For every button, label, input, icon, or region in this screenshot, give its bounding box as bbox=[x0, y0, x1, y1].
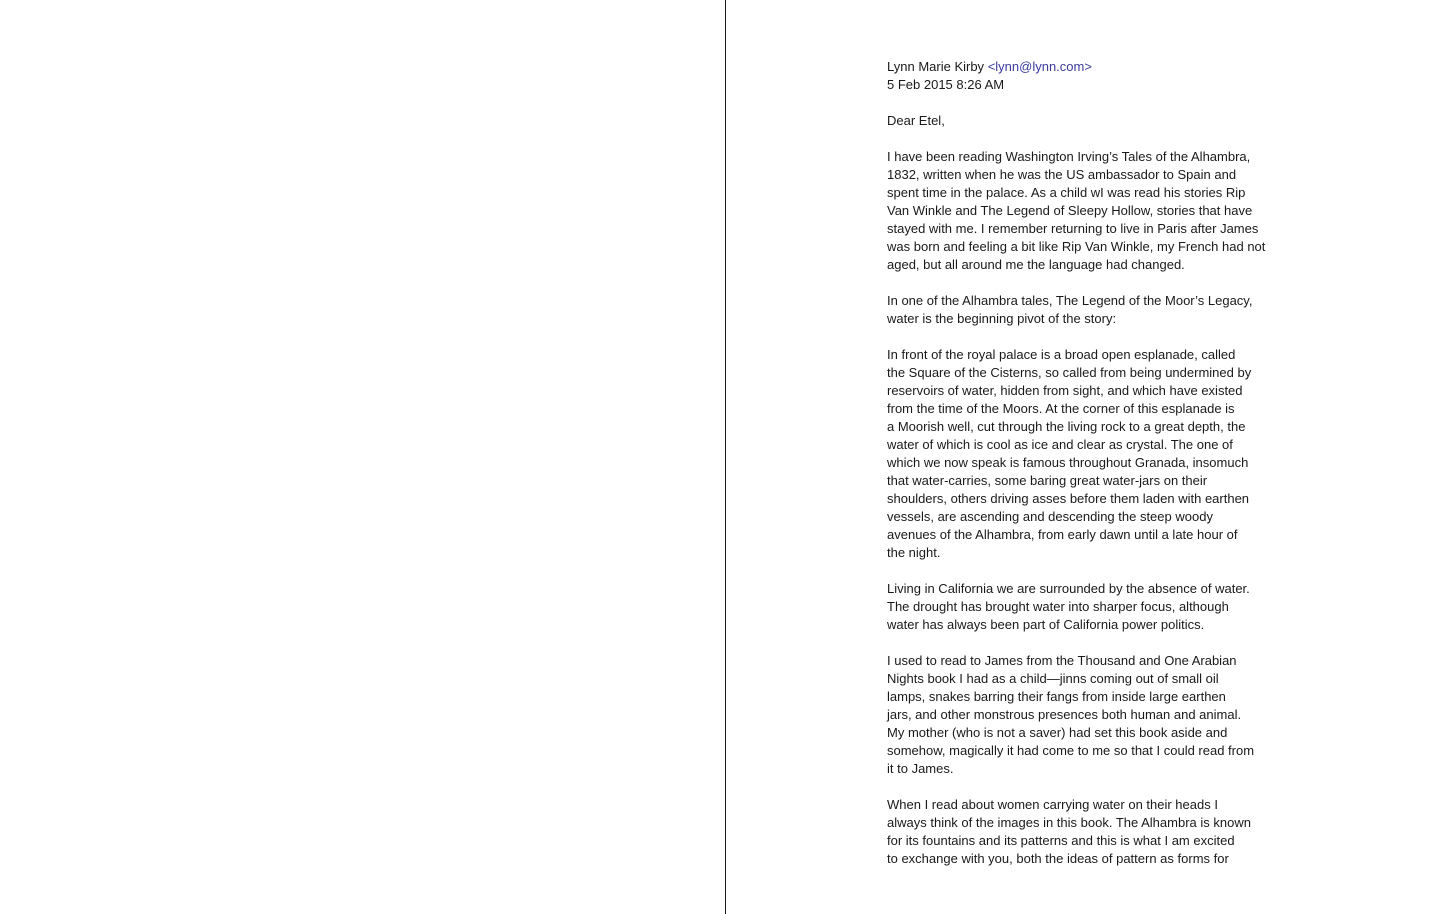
sender-email: <lynn@lynn.com> bbox=[987, 59, 1092, 74]
paragraph-line: always think of the images in this book. The Alhambra is known bbox=[887, 815, 1251, 830]
paragraph-line: a Moorish well, cut through the living rock to a great depth, the bbox=[887, 419, 1246, 434]
body-paragraph bbox=[887, 148, 1297, 274]
paragraph-line: water is the beginning pivot of the story: bbox=[887, 311, 1117, 326]
paragraph-line: jars, and other monstrous presences both human and animal. bbox=[887, 707, 1242, 722]
right-page bbox=[726, 0, 1451, 914]
body-paragraph bbox=[887, 346, 1297, 562]
paragraph-line: In front of the royal palace is a broad open esplanade, called bbox=[887, 347, 1236, 362]
sender-name: Lynn Marie Kirby bbox=[887, 59, 985, 74]
paragraph-line: spent time in the palace. As a child wI was read his stories Rip bbox=[887, 185, 1246, 200]
paragraph-line: The drought has brought water into sharper focus, although bbox=[887, 599, 1229, 614]
paragraph-line: aged, but all around me the language had changed. bbox=[887, 257, 1185, 272]
paragraph-line: Van Winkle and The Legend of Sleepy Hollow, stories that have bbox=[887, 203, 1253, 218]
paragraph-line: somehow, magically it had come to me so that I could read from bbox=[887, 743, 1255, 758]
paragraph-line: In one of the Alhambra tales, The Legend of the Moor’s Legacy, bbox=[887, 293, 1253, 308]
paragraph-line: it to James. bbox=[887, 761, 954, 776]
paragraph-line: I have been reading Washington Irving’s Tales of the Alhambra, bbox=[887, 149, 1251, 164]
paragraph-line: the night. bbox=[887, 545, 941, 560]
paragraph-line: for its fountains and its patterns and this is what I am excited bbox=[887, 833, 1235, 848]
paragraph-line: water of which is cool as ice and clear as crystal. The one of bbox=[887, 437, 1233, 452]
paragraph-line: that water-carries, some baring great water-jars on their bbox=[887, 473, 1208, 488]
paragraph-line: avenues of the Alhambra, from early dawn until a late hour of bbox=[887, 527, 1238, 542]
paragraph-line: vessels, are ascending and descending the steep woody bbox=[887, 509, 1213, 524]
body-paragraph bbox=[887, 652, 1297, 778]
paragraph-line: shoulders, others driving asses before them laden with earthen bbox=[887, 491, 1250, 506]
body-paragraph bbox=[887, 580, 1297, 634]
paragraph-line: was born and feeling a bit like Rip Van Winkle, my French had not bbox=[887, 239, 1266, 254]
email-letter bbox=[887, 58, 1297, 886]
paragraph-line: I used to read to James from the Thousand and One Arabian bbox=[887, 653, 1237, 668]
email-from-line bbox=[887, 58, 1297, 76]
paragraph-line: water has always been part of California power politics. bbox=[887, 617, 1205, 632]
paragraph-line: When I read about women carrying water on their heads I bbox=[887, 797, 1218, 812]
paragraph-line: reservoirs of water, hidden from sight, and which have existed bbox=[887, 383, 1243, 398]
paragraph-line: Living in California we are surrounded by the absence of water. bbox=[887, 581, 1250, 596]
letter-body bbox=[887, 148, 1297, 868]
paragraph-line: the Square of the Cisterns, so called from being undermined by bbox=[887, 365, 1252, 380]
body-paragraph bbox=[887, 292, 1297, 328]
paragraph-line: Nights book I had as a child—jinns coming out of small oil bbox=[887, 671, 1219, 686]
paragraph-line: 1832, written when he was the US ambassador to Spain and bbox=[887, 167, 1237, 182]
body-paragraph bbox=[887, 796, 1297, 868]
paragraph-line: My mother (who is not a saver) had set this book aside and bbox=[887, 725, 1228, 740]
email-date: 5 Feb 2015 8:26 AM bbox=[887, 77, 1005, 92]
paragraph-line: which we now speak is famous throughout Granada, insomuch bbox=[887, 455, 1249, 470]
salutation: Dear Etel, bbox=[887, 113, 945, 128]
paragraph-line: from the time of the Moors. At the corner of this esplanade is bbox=[887, 401, 1235, 416]
paragraph-line: stayed with me. I remember returning to live in Paris after James bbox=[887, 221, 1259, 236]
left-blank-page bbox=[0, 0, 725, 914]
paragraph-line: to exchange with you, both the ideas of pattern as forms for bbox=[887, 851, 1229, 866]
paragraph-line: lamps, snakes barring their fangs from inside large earthen bbox=[887, 689, 1226, 704]
